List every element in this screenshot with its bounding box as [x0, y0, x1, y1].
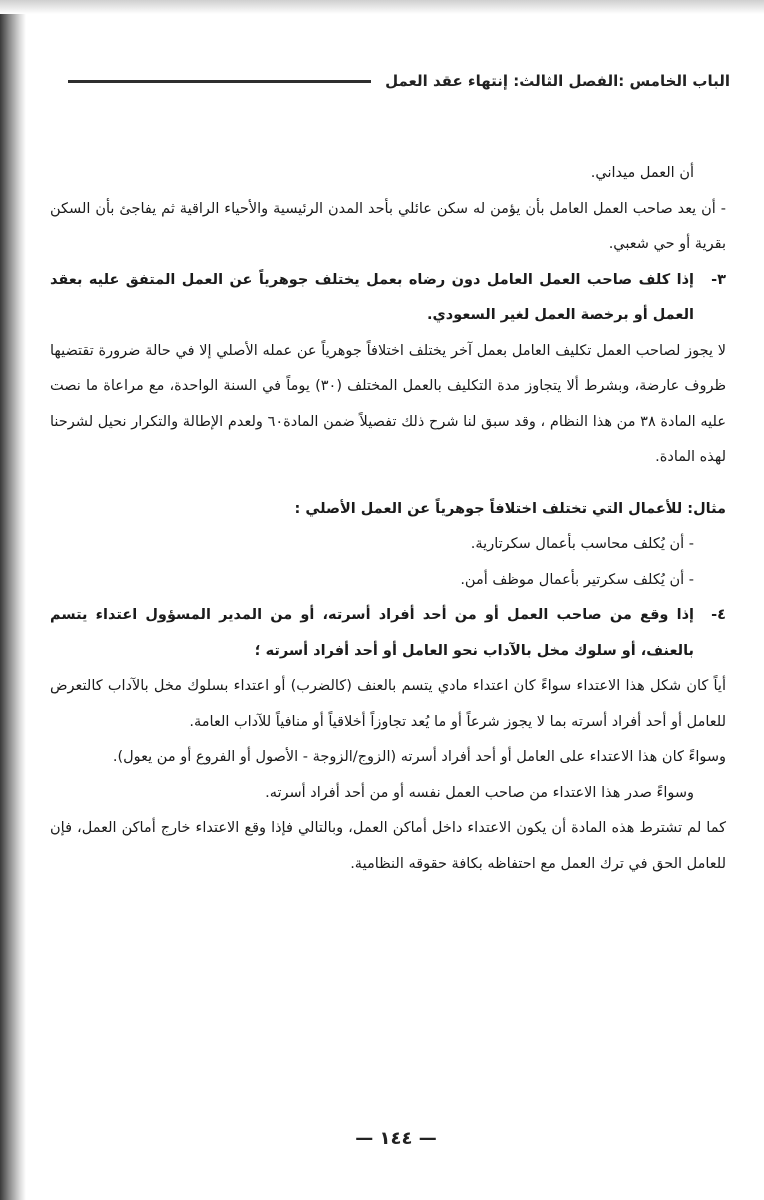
paragraph-source: وسواءً صدر هذا الاعتداء من صاحب العمل نفسه أو من أحد أفراد أسرته. — [265, 784, 694, 801]
chapter-title: الباب الخامس :الفصل الثالث: إنتهاء عقد العمل — [385, 72, 730, 90]
example-item: - أن يُكلف محاسب بأعمال سكرتارية. — [470, 536, 694, 552]
bullet-housing: - أن يعد صاحب العمل العامل بأن يؤمن له سكن عائلي بأحد المدن الرئيسية والأحياء الراقية ثم يفاجئ بأن السكن بقرية أو حي شعبي. — [50, 200, 726, 252]
numbered-item-3 — [50, 263, 726, 334]
example-item: - أن يُكلف سكرتير بأعمال موظف أمن. — [460, 571, 694, 588]
item-number: ٣- — [711, 271, 726, 288]
running-header — [68, 72, 730, 90]
item-heading: إذا وقع من صاحب العمل أو من أحد أفراد أسرته، أو من المدير المسؤول اعتداء يتسم بالعنف، أو سلوك مخل بالآداب نحو العامل أو أحد أفراد أسرته ؛ — [50, 607, 694, 659]
example-title: مثال: للأعمال التي تختلف اختلافاً جوهرياً عن العمل الأصلي : — [294, 500, 726, 517]
paragraph-continuation: أن العمل ميداني. — [590, 165, 694, 181]
paragraph-location: كما لم تشترط هذه المادة أن يكون الاعتداء داخل أماكن العمل، وبالتالي فإذا وقع الاعتداء خارج أماكن العمل، فإن للعامل الحق في ترك العمل مع احتفاظه بكافة حقوقه النظامية. — [50, 820, 726, 872]
spacer — [50, 476, 726, 492]
item-number: ٤- — [711, 607, 726, 623]
paragraph-assignment: لا يجوز لصاحب العمل تكليف العامل بعمل آخر يختلف اختلافاً جوهرياً عن عمله الأصلي إلا في حالة ضرورة تقتضيها ظروف عارضة، وبشرط ألا يتجاوز مدة التكليف بالعمل المختلف (٣٠) يوماً في السنة الواحدة، مع مراعاة ما نصت عليه المادة ٣٨ من هذا النظام ، وقد سبق لنا شرح ذلك تفصيلاً ضمن المادة٦٠ ولعدم الإطالة والتكرار نحيل لشرحنا لهذه المادة. — [50, 342, 726, 465]
item-heading: إذا كلف صاحب العمل العامل دون رضاه بعمل يختلف جوهرياً عن العمل المتفق عليه بعقد العمل أو برخصة العمل لغير السعودي. — [50, 271, 694, 323]
page-number: — ١٤٤ — — [355, 1128, 437, 1149]
body-text — [50, 156, 726, 882]
numbered-item-4 — [50, 598, 726, 669]
paragraph-victim: وسواءً كان هذا الاعتداء على العامل أو أحد أفراد أسرته (الزوج/الزوجة - الأصول أو الفروع أو من يعول). — [112, 749, 726, 765]
page — [28, 0, 764, 1200]
header-rule — [68, 80, 371, 83]
paragraph-assault-type: أياً كان شكل هذا الاعتداء سواءً كان اعتداء مادي يتسم بالعنف (كالضرب) أو اعتداء بسلوك مخل بالآداب كالتعرض للعامل أو أحد أفراد أسرته بما لا يجوز شرعاً أو ما يُعد تجاوزاً أخلاقياً أو منافياً للآداب العامة. — [50, 678, 726, 730]
book-gutter-shadow — [0, 0, 26, 1200]
